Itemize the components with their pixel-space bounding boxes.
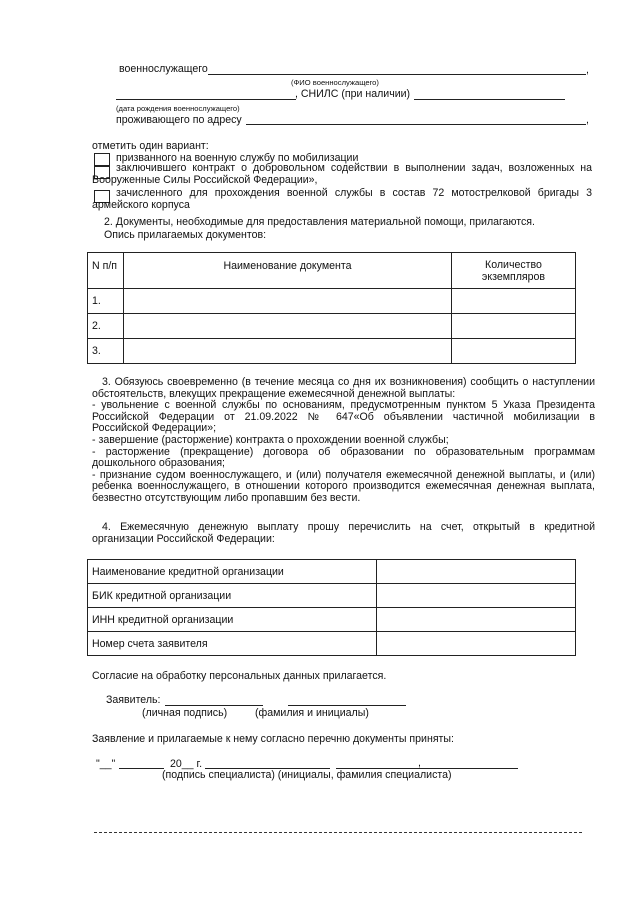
section3-line: - расторжение (прекращение) договора об образовании по образовательным программам xyxy=(92,445,595,458)
applicant-name-field[interactable] xyxy=(288,705,406,706)
fio-caption: (ФИО военнослужащего) xyxy=(291,78,379,87)
row-quantity-cell[interactable] xyxy=(452,339,576,364)
option-brigade-line1: зачисленного для прохождения военной службы в состав 72 мотострелковой бригады 3 xyxy=(116,187,592,199)
inn-cell[interactable] xyxy=(377,608,576,632)
col-document-name-header: Наименование документа xyxy=(124,253,452,289)
section3-line: ребенка военнослужащего, в отношении которого производится ежемесячная денежная выплата, xyxy=(92,480,595,493)
address-label: проживающего по адресу xyxy=(116,114,242,126)
row-quantity-cell[interactable] xyxy=(452,289,576,314)
option-mobilized-label: призванного на военную службу по мобилизации xyxy=(116,152,359,164)
date-month-field[interactable] xyxy=(119,768,164,769)
section3-line: дошкольного образования; xyxy=(92,457,225,470)
specialist-caption: (подпись специалиста) (инициалы, фамилия специалиста) xyxy=(162,769,452,781)
section3-line: безвестно отсутствующим либо пропавшим без вести. xyxy=(92,491,361,504)
section3-line: - признание судом военнослужащего, и (или) получателя ежемесячной денежной выплаты, и (или) xyxy=(92,468,595,481)
row-quantity-cell[interactable] xyxy=(452,314,576,339)
address-field-end-mark: , xyxy=(586,114,589,126)
dob-caption: (дата рождения военнослужащего) xyxy=(116,104,240,113)
documents-table-header xyxy=(88,253,576,289)
row-document-name-cell[interactable] xyxy=(124,289,452,314)
section2-line1: 2. Документы, необходимые для предоставления материальной помощи, прилагаются. xyxy=(104,216,535,228)
section3-paragraph xyxy=(92,377,595,505)
accepted-text: Заявление и прилагаемые к нему согласно перечню документы приняты: xyxy=(92,733,454,745)
fio-field-end-mark: , xyxy=(586,64,589,76)
option-contract-line1: заключившего контракт о добровольном содействии в выполнении задач, возложенных на xyxy=(116,162,592,174)
name-caption: (фамилия и инициалы) xyxy=(255,707,369,719)
section4-paragraph xyxy=(92,522,595,545)
section3-line: - завершение (расторжение) контракта о прохождении военной службы; xyxy=(92,433,449,446)
birth-date-field[interactable] xyxy=(116,99,296,100)
section3-line: Российской Федерации от 21.09.2022 № 647«Об объявлении частичной мобилизации в xyxy=(92,410,595,423)
section4-line: 4. Ежемесячную денежную выплату прошу перечислить на счет, открытый в кредитной xyxy=(102,521,595,533)
row-number: 3. xyxy=(88,339,124,364)
snils-field[interactable] xyxy=(414,99,565,100)
section3-line: 3. Обязуюсь своевременно (в течение месяца со дня их возникновения) сообщить о наступлении xyxy=(102,376,595,388)
row-number: 2. xyxy=(88,314,124,339)
col-number-header: N п/п xyxy=(88,253,124,289)
options-intro: отметить один вариант: xyxy=(92,140,209,152)
applicant-signature-field[interactable] xyxy=(165,705,263,706)
serviceman-label: военнослужащего xyxy=(119,63,208,75)
bik-label: БИК кредитной организации xyxy=(88,584,377,608)
col-quantity-header-line1: Количество xyxy=(485,258,542,271)
date-day: "__" xyxy=(96,758,116,770)
option-contract-line2: Вооруженные Силы Российской Федерации», xyxy=(92,173,318,186)
bank-name-cell[interactable] xyxy=(377,560,576,584)
table-row xyxy=(88,289,576,314)
section2-line2: Опись прилагаемых документов: xyxy=(104,229,267,241)
inn-label: ИНН кредитной организации xyxy=(88,608,377,632)
snils-label: , СНИЛС (при наличии) xyxy=(295,88,411,100)
bank-name-label: Наименование кредитной организации xyxy=(88,560,377,584)
bank-details-table xyxy=(87,559,576,656)
row-document-name-cell[interactable] xyxy=(124,339,452,364)
section3-line: обстоятельств, влекущих прекращение ежемесячной денежной выплаты: xyxy=(92,387,456,400)
table-row xyxy=(88,560,576,584)
applicant-label: Заявитель: xyxy=(106,694,161,706)
date-year: 20__ г. xyxy=(170,758,203,770)
documents-table xyxy=(87,252,576,364)
bik-cell[interactable] xyxy=(377,584,576,608)
section3-line: - увольнение с военной службы по основаниям, предусмотренным пунктом 5 Указа Президента xyxy=(92,399,595,412)
address-field[interactable] xyxy=(246,124,586,125)
account-label: Номер счета заявителя xyxy=(88,632,377,656)
table-row xyxy=(88,339,576,364)
table-row xyxy=(88,608,576,632)
cut-line xyxy=(94,832,582,833)
col-quantity-header xyxy=(452,253,576,289)
table-row xyxy=(88,632,576,656)
option-brigade-label xyxy=(92,188,592,211)
account-cell[interactable] xyxy=(377,632,576,656)
section4-line: организации Российской Федерации: xyxy=(92,532,275,545)
row-document-name-cell[interactable] xyxy=(124,314,452,339)
table-row xyxy=(88,584,576,608)
section3-line: Российской Федерации»; xyxy=(92,422,217,435)
option-brigade-line2: армейского корпуса xyxy=(92,198,190,211)
option-contract-label xyxy=(92,163,592,186)
consent-text: Согласие на обработку персональных данных прилагается. xyxy=(92,670,387,682)
col-quantity-header-line2: экземпляров xyxy=(481,270,546,283)
signature-caption: (личная подпись) xyxy=(142,707,228,719)
specialist-field-separator: , xyxy=(418,757,421,769)
table-row xyxy=(88,314,576,339)
fio-field[interactable] xyxy=(208,74,586,75)
row-number: 1. xyxy=(88,289,124,314)
